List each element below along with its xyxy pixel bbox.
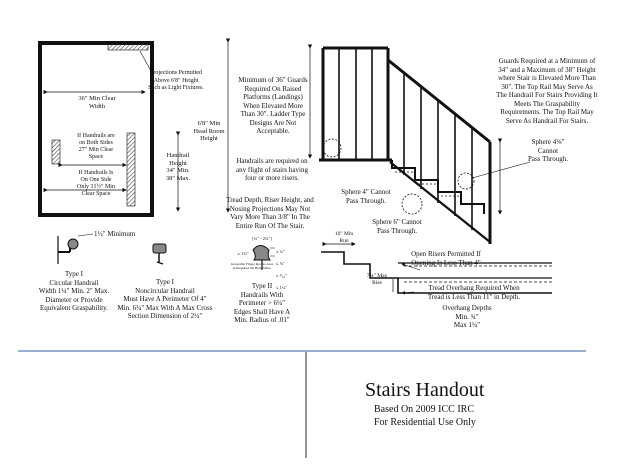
light-fixture-projection — [108, 44, 148, 50]
sphere-4-label: Sphere 4" Cannot Pass Through. — [341, 188, 391, 205]
guards-platforms-note: Minimum of 36" Guards Required On Raised Platforms (Landings) When Elevated More Than 30". Ladder Type Designs Are Not Acceptable. — [238, 76, 308, 135]
guards-height-note: Guards Required at a Minimum of 34" and a Maximum of 38" Height where Stair is Elevated More Than 30". The Top Rail May Serve As The Handrail For Stairs Providing It Meets The Graspability Requirements. The Top Rail May Serve As Handrail For Stairs. — [496, 57, 598, 125]
handrail-height-label: Handrail Height 34" Min. 38" Max. — [165, 152, 191, 182]
sphere-6in — [402, 194, 422, 214]
both-sides-label: If Handrails are on Both Sides 27" Min Clear Space — [77, 133, 115, 160]
handrail-minimum-label: 1½" Minimum — [94, 230, 136, 238]
one-side-label: If Handrails Is On One Side Only 31½" Min Clear Space — [77, 170, 115, 197]
right-handrail — [127, 133, 135, 206]
tread-depth-note: Tread Depth, Riser Height, and Nosing Projections May Not Vary More Than 3/8" In The Entire Run Of The Stair. — [226, 196, 314, 230]
type2-right-dim: ≤ 1¼" — [276, 285, 288, 290]
circular-handrail-icon — [68, 239, 78, 249]
type2-caption: Type II Handrails With Perimeter > 6¼" Edges Shall Have A Min. Radius of .01" — [233, 282, 291, 324]
sphere-4-38-label: Sphere 4⅜" Cannot Pass Through. — [528, 138, 568, 163]
type2-handrail-icon — [253, 246, 270, 261]
sphere-6-label: Sphere 6" Cannot Pass Through. — [372, 218, 422, 235]
type2-right-dim: ≥ ⁵⁄₁₆" — [276, 273, 287, 278]
page-title: Stairs Handout — [365, 379, 485, 401]
min-run-label: 10" Min Run — [334, 231, 354, 244]
projections-note: Projections Permitted Above 6'8" Height Such as Light Fixtures. — [148, 70, 204, 91]
open-risers-label: Open Risers Permitted If Opening Is Less Than 4" — [411, 250, 481, 267]
head-room-label: 6'8" Min Head Room Height — [193, 120, 225, 142]
subtitle-line-2: For Residential Use Only — [374, 417, 476, 428]
finger-recess-note: Graspable Finger Recess Area Is Required On Both Sides. — [230, 262, 274, 270]
type2-top-dim: [¾" - 2¾"] — [252, 236, 272, 241]
clear-width-label: 36" Min Clear Width — [78, 95, 116, 110]
type2-right-dim: ≥ ¾" — [276, 249, 285, 254]
tread-overhang-label: Tread Overhang Required When Tread is Less Than 11" in Depth. — [427, 284, 521, 301]
type2-left-dim: ≥ 1¾" — [237, 251, 249, 256]
type2-right-dims — [276, 243, 300, 297]
subtitle-line-1: Based On 2009 ICC IRC — [374, 404, 474, 415]
type1-noncircular-caption: Type I Noncircular Handrail Must Have A Perimeter Of 4" Min. 6¼" Max With A Max Cross Section Dimension of 2¼" — [117, 278, 213, 320]
handrails-required-note: Handrails are required on any flight of stairs having four or more risers. — [236, 157, 308, 182]
overhang-depths-label: Overhang Depths Min. ¾" Max 1¼" — [442, 304, 492, 329]
type1-circular-caption: Type I Circular Handrail Width 1¼" Min. 2" Max. Diameter or Provide Equivalent Graspability. — [38, 270, 110, 312]
noncircular-handrail-icon — [153, 244, 166, 253]
left-handrail — [52, 140, 60, 164]
type2-right-dim: ≤ ⅞" — [276, 261, 285, 266]
max-rise-label: 7¾" Max Rise — [366, 273, 388, 286]
